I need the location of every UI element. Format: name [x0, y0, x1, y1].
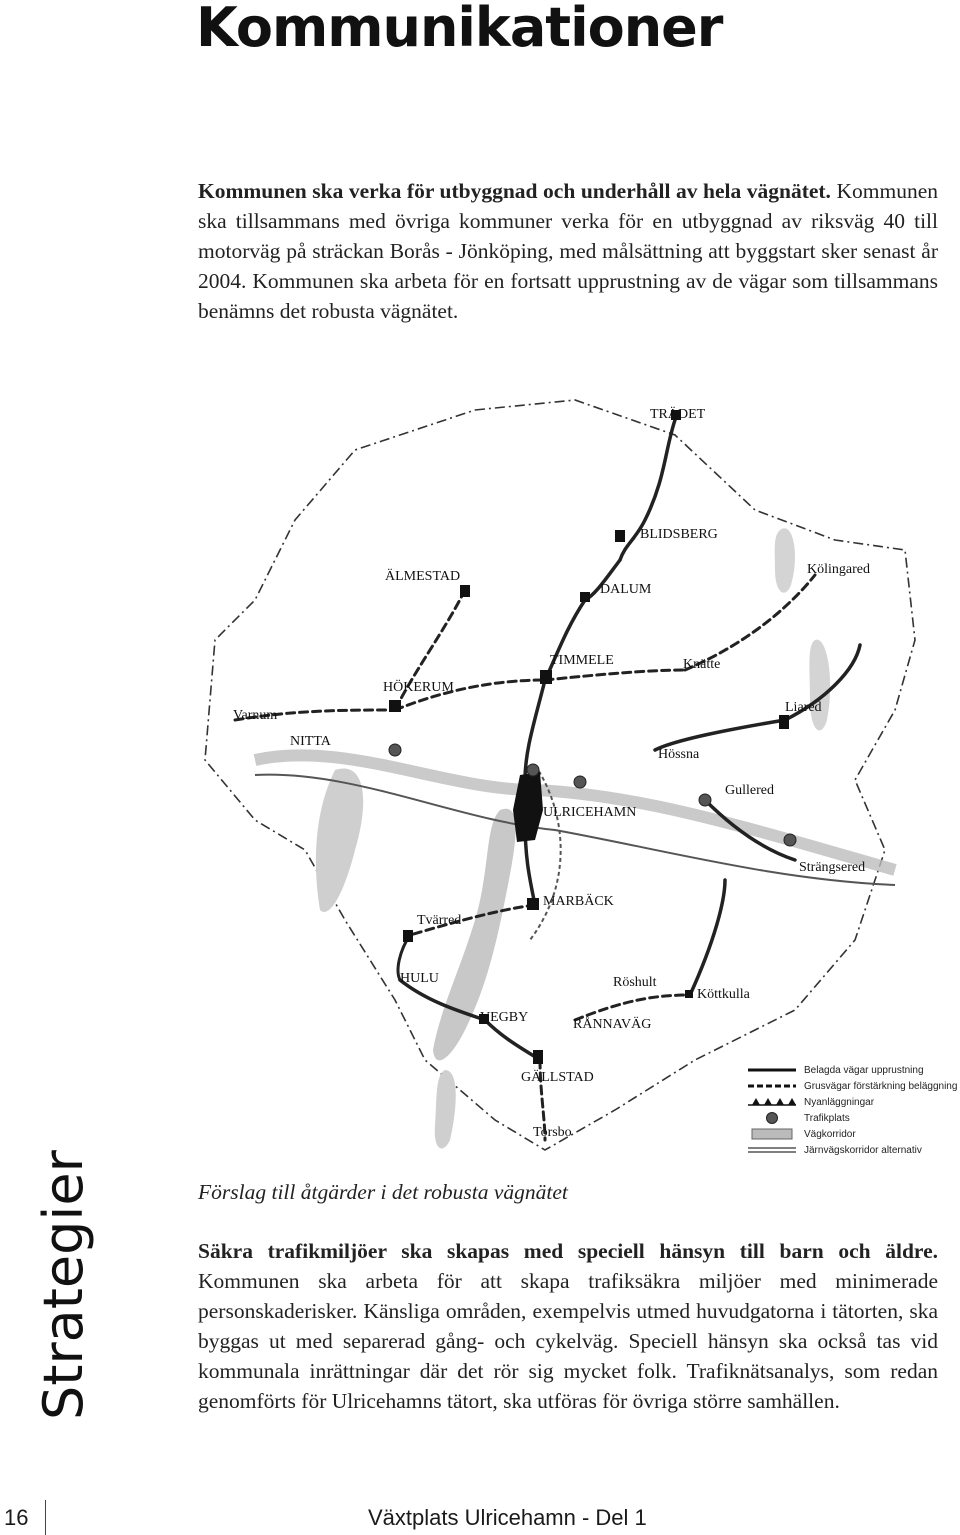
place-kottkulla: Köttkulla	[697, 987, 750, 1002]
place-dalum: DALUM	[600, 582, 652, 597]
legend-item	[748, 1126, 958, 1142]
village-markers	[389, 410, 789, 1064]
legend-item	[748, 1142, 958, 1158]
legend-label: Vägkorridor	[804, 1128, 856, 1140]
road-liared-hossna	[655, 720, 785, 750]
place-strangsered: Strängsered	[799, 860, 866, 875]
section-lead: Kommunen ska verka för utbyggnad och underhåll av hela vägnätet.	[198, 179, 831, 203]
place-tradet: TRÄDET	[650, 407, 706, 422]
lake-west	[316, 768, 363, 911]
interchange-gullered	[699, 794, 711, 806]
solid-line-icon	[748, 1064, 796, 1076]
section-body: Kommunen ska arbeta för att skapa trafiksäkra miljöer med minimerade personskaderisker. Känsliga områden, exempelvis utmed huvudgatorna i tätorten, ska byggas ut med separerad gång- och cykelväg. Speciell hänsyn ska också tas vid kommunala inrättningar där det rör sig mycket folk. Trafiknätsanalys, som redan genomförts för Ulricehamns tätort, ska utföras för övriga större samhällen.	[198, 1269, 938, 1413]
page-number: 16	[4, 1505, 29, 1530]
circle-icon	[748, 1112, 796, 1124]
municipality-border	[205, 400, 915, 1150]
legend-label: Grusvägar förstärkning beläggning	[804, 1080, 958, 1092]
legend-label: Trafikplats	[804, 1112, 850, 1124]
lake-east	[809, 640, 830, 731]
place-kolingared: Kölingared	[807, 562, 870, 577]
village-marker-marback	[527, 898, 539, 910]
interchange-strangsered	[784, 834, 796, 846]
legend-item	[748, 1062, 958, 1078]
road-timmele-knatte	[545, 670, 685, 680]
legend-item	[748, 1078, 958, 1094]
dashed-line-icon	[748, 1080, 796, 1092]
village-marker-almestad	[460, 585, 470, 597]
map-caption: Förslag till åtgärder i det robusta vägnätet	[198, 1180, 568, 1204]
section-lead: Säkra trafikmiljöer ska skapas med speciell hänsyn till barn och äldre.	[198, 1239, 938, 1263]
place-torsbo: Torsbo	[533, 1125, 572, 1140]
road-network-map	[195, 380, 958, 1170]
place-timmele: TIMMELE	[550, 653, 614, 668]
place-hossna: Hössna	[658, 747, 700, 762]
place-liared: Liared	[785, 700, 822, 715]
road-knatte-kolingared	[685, 575, 815, 670]
corridor-icon	[748, 1128, 796, 1140]
lake-south	[435, 1070, 456, 1148]
page-number-divider	[45, 1500, 46, 1535]
page-footer: Växtplats Ulricehamn - Del 1	[368, 1505, 647, 1530]
place-marback: MARBÄCK	[543, 894, 614, 909]
place-tvarred: Tvärred	[417, 913, 462, 928]
place-nitta: NITTA	[290, 734, 331, 749]
section-body: Kommunen ska tillsammans med övriga kommuner verka för en utbyggnad av riksväg 40 till motorväg på sträckan Borås - Jönköping, med målsättning att byggstart sker senast år 2004. Kommunen ska arbeta för en fortsatt upprustning av de vägar som tillsammans benämns det robusta vägnätet.	[198, 179, 938, 323]
section-traffic-safety	[198, 1236, 938, 1416]
place-knatte: Knätte	[683, 657, 721, 672]
place-vegby: VEGBY	[480, 1010, 529, 1025]
place-blidsberg: BLIDSBERG	[640, 527, 718, 542]
place-rannavag: RÅNNAVÄG	[573, 1017, 652, 1032]
road-kottkulla-strangsered	[690, 880, 725, 995]
place-gullered: Gullered	[725, 783, 774, 798]
village-marker-timmele	[540, 670, 552, 684]
village-marker-blidsberg	[615, 530, 625, 542]
place-hokerum: HÖKERUM	[383, 680, 454, 695]
village-marker-liared	[779, 715, 789, 729]
place-ulricehamn: ULRICEHAMN	[543, 805, 637, 820]
place-hulu: HULU	[400, 971, 439, 986]
interchange-nitta	[389, 744, 401, 756]
legend-item	[748, 1094, 958, 1110]
ulricehamn-town	[513, 772, 543, 842]
village-marker-tvarred	[403, 930, 413, 942]
place-almestad: ÄLMESTAD	[385, 569, 461, 584]
road-vegby-gallstad	[485, 1020, 540, 1060]
village-marker-gallstad	[533, 1050, 543, 1064]
rail-icon	[748, 1144, 796, 1156]
section-road-network	[198, 176, 938, 326]
village-marker-kottkulla	[685, 990, 693, 998]
legend-label: Järnvägskorridor alternativ	[804, 1144, 922, 1156]
place-varnum: Varnum	[233, 708, 278, 723]
map-legend	[748, 1062, 958, 1158]
place-roshult: Röshult	[613, 975, 657, 990]
side-label: Strategier	[32, 1150, 95, 1420]
road-dalum-timmele	[545, 600, 585, 680]
village-marker-dalum	[580, 592, 590, 602]
legend-item	[748, 1110, 958, 1126]
village-marker-hokerum	[389, 700, 401, 712]
lake-northeast	[775, 528, 795, 592]
legend-label: Belagda vägar upprustning	[804, 1064, 924, 1076]
triangle-line-icon	[748, 1096, 796, 1108]
place-gallstad: GÄLLSTAD	[521, 1070, 594, 1085]
legend-label: Nyanläggningar	[804, 1096, 875, 1108]
interchange-ulricehamn-east	[574, 776, 586, 788]
page-title: Kommunikationer	[196, 0, 723, 59]
interchange-ulricehamn	[527, 764, 539, 776]
